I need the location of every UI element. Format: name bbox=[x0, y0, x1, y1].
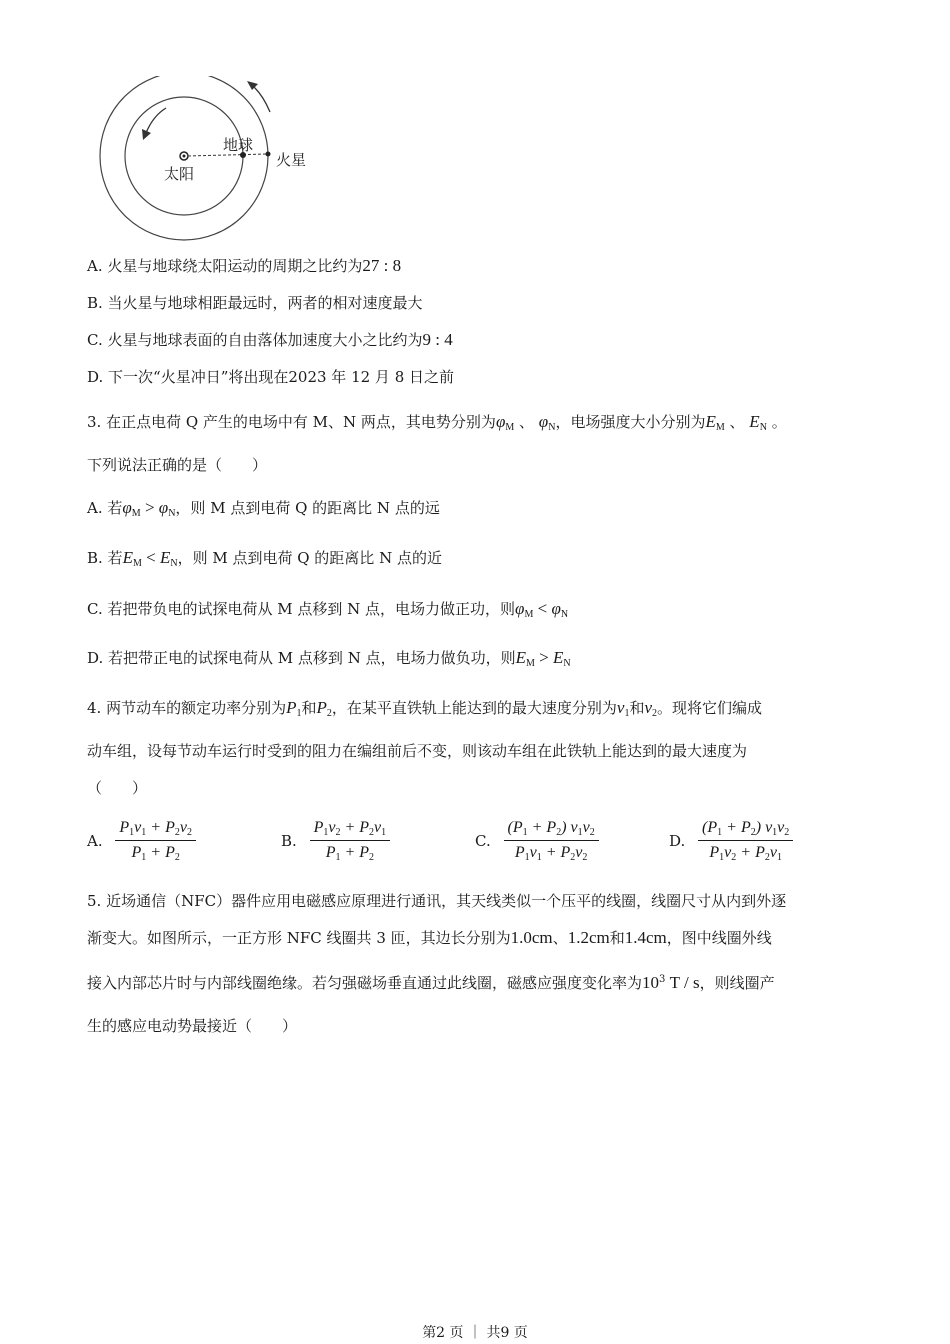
q3-option-b: B. 若$E_M < E_N$，则 M 点到电荷 Q 的距离比 N 点的近 bbox=[87, 548, 442, 569]
sun-earth-mars-dashed-line bbox=[188, 154, 268, 156]
q5-line-1: 5. 近场通信（NFC）器件应用电磁感应原理进行通讯，其天线类似一个压平的线圈，线圈尺寸从内到外逐 bbox=[87, 892, 787, 910]
q4-option-d: D. $\frac{(P_1 + P_2) v_1v_2}{P_1v_2 + P_2v_1}$ bbox=[669, 818, 793, 863]
q3-option-d: D. 若把带正电的试探电荷从 M 点移到 N 点，电场力做负功，则$E_M > E_N$ bbox=[87, 648, 571, 669]
mars-dot bbox=[266, 152, 271, 157]
q4-option-a: A. $\frac{P_1v_1 + P_2v_2}{P_1 + P_2}$ bbox=[87, 818, 196, 863]
q3-option-c: C. 若把带负电的试探电荷从 M 点移到 N 点，电场力做正功，则$\varphi_M < \varphi_N$ bbox=[87, 599, 569, 620]
q4-option-b-formula: $\frac{P_1v_2 + P_2v_1}{P_1 + P_2}$ bbox=[310, 818, 391, 863]
q4-option-d-formula: $\frac{(P_1 + P_2) v_1v_2}{P_1v_2 + P_2v_1}$ bbox=[698, 818, 793, 863]
q4-option-b: B. $\frac{P_1v_2 + P_2v_1}{P_1 + P_2}$ bbox=[281, 818, 390, 863]
q3-stem-2: 下列说法正确的是（ ） bbox=[87, 456, 268, 474]
q2-option-b: B. 当火星与地球相距最远时，两者的相对速度最大 bbox=[87, 294, 423, 312]
q4-stem-2: 动车组，设每节动车运行时受到的阻力在编组前后不变，则该动车组在此铁轨上能达到的最大速度为 bbox=[87, 742, 748, 760]
q5-line-2: 渐变大。如图所示，一正方形 NFC 线圈共 3 匝，其边长分别为1.0cm、1.2cm和1.4cm，图中线圈外线 bbox=[87, 928, 772, 947]
page-footer: 第2 页 ｜ 共9 页 bbox=[422, 1325, 528, 1341]
earth-direction-arrow-icon bbox=[146, 108, 166, 133]
sun-label: 太阳 bbox=[164, 165, 195, 183]
mars-label: 火星 bbox=[276, 151, 307, 169]
q4-stem-1: 4. 两节动车的额定功率分别为$P_1$和$P_2$，在某平直铁轨上能达到的最大速度分别为$v_1$和$v_2$。现将它们编成 bbox=[87, 698, 763, 719]
q4-option-c-formula: $\frac{(P_1 + P_2) v_1v_2}{P_1v_1 + P_2v_2}$ bbox=[504, 818, 599, 863]
q2-option-d: D. 下一次“火星冲日”将出现在2023 年 12 月 8 日之前 bbox=[87, 368, 455, 386]
orbit-diagram bbox=[96, 76, 336, 242]
earth-label: 地球 bbox=[223, 136, 254, 154]
q4-option-a-formula: $\frac{P_1v_1 + P_2v_2}{P_1 + P_2}$ bbox=[115, 818, 196, 863]
q3-stem: 3. 在正点电荷 Q 产生的电场中有 M、N 两点，其电势分别为$\varphi_M$ 、 $\varphi_N$，电场强度大小分别为$E_M$ 、 $E_N$ 。 bbox=[87, 412, 787, 433]
q4-option-c: C. $\frac{(P_1 + P_2) v_1v_2}{P_1v_1 + P_2v_2}$ bbox=[475, 818, 599, 863]
q2-option-a: A. 火星与地球绕太阳运动的周期之比约为27 : 8 bbox=[87, 256, 402, 275]
mars-direction-arrow-icon bbox=[252, 85, 270, 112]
q4-stem-3: （ ） bbox=[87, 779, 148, 797]
q5-line-3: 接入内部芯片时与内部线圈绝缘。若匀强磁场垂直通过此线圈，磁感应强度变化率为$10^3$ T / s，则线圈产 bbox=[87, 973, 775, 992]
q2-option-c: C. 火星与地球表面的自由落体加速度大小之比约为9 : 4 bbox=[87, 330, 453, 349]
q3-option-a: A. 若$\varphi_M > \varphi_N$，则 M 点到电荷 Q 的距离比 N 点的远 bbox=[87, 498, 440, 519]
q5-line-4: 生的感应电动势最接近（ ） bbox=[87, 1017, 298, 1035]
